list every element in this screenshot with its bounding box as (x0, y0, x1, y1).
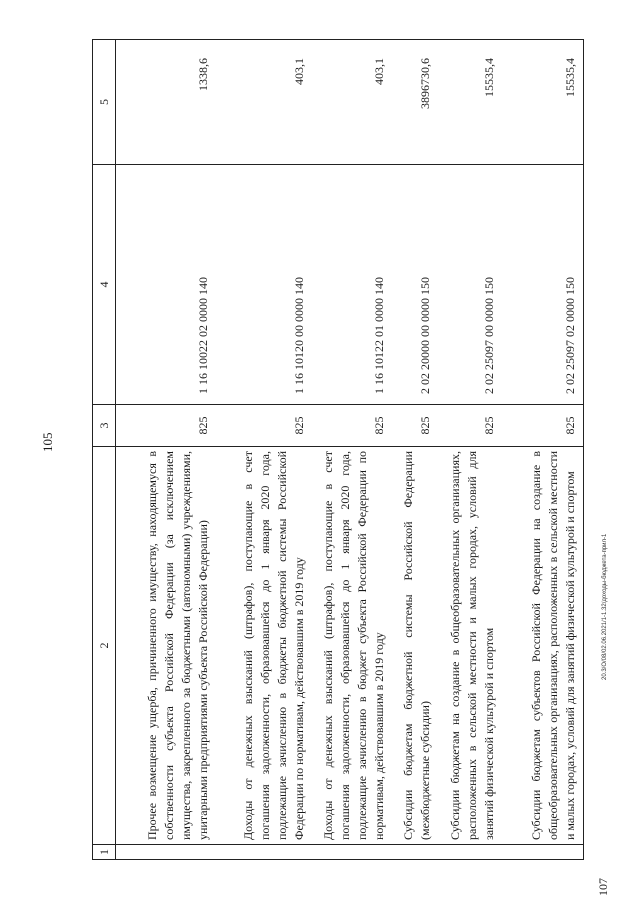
table-row (312, 40, 392, 860)
row-kbk-code: 1 16 10022 02 0000 140 (116, 165, 216, 405)
row-amount: 403,1 (216, 40, 312, 165)
row-amount: 3896730,6 (392, 40, 438, 165)
row-amount: 403,1 (312, 40, 392, 165)
row-kbk-code: 2 02 20000 00 0000 150 (392, 165, 438, 405)
budget-income-table (92, 39, 584, 860)
row-number-cell (216, 845, 312, 860)
row-description: Доходы от денежных взысканий (штрафов), поступающие в счет погашения задолженности, образовавшейся до 1 января 2020 года, подлежащие зачислению в бюджеты бюджетной системы Российской Федерации по нормативам, действовавшим в 2019 году (216, 447, 312, 845)
table-row (502, 40, 584, 860)
page-number-corner: 107 (596, 878, 610, 896)
header-col-4: 4 (93, 165, 116, 405)
row-admin-code: 825 (502, 405, 584, 447)
row-description: Субсидии бюджетам бюджетной системы Российской Федерации (межбюджетные субсидии) (392, 447, 438, 845)
row-description: Доходы от денежных взысканий (штрафов), поступающие в счет погашения задолженности, образовавшейся до 1 января 2020 года, подлежащие зачислению в бюджет субъекта Российской Федерации по нормативам, действовавшим в 2019 году (312, 447, 392, 845)
header-col-2: 2 (93, 447, 116, 845)
row-description: Субсидии бюджетам на создание в общеобразовательных организациях, расположенных в сельской местности и малых городах, условий для занятий физической культурой и спортом (438, 447, 502, 845)
row-amount: 15535,4 (438, 40, 502, 165)
row-amount: 1338,6 (116, 40, 216, 165)
table-row (116, 40, 216, 860)
file-code-footer: 20.3/О/08/02.06.2021/1-1.32/доходы-бюджета-прил-1 (602, 533, 608, 680)
row-number-cell (392, 845, 438, 860)
row-number-cell (116, 845, 216, 860)
header-col-3: 3 (93, 405, 116, 447)
row-admin-code: 825 (216, 405, 312, 447)
row-kbk-code: 2 02 25097 02 0000 150 (502, 165, 584, 405)
row-admin-code: 825 (116, 405, 216, 447)
table-row (392, 40, 438, 860)
table-header-row (93, 40, 116, 860)
row-kbk-code: 2 02 25097 00 0000 150 (438, 165, 502, 405)
row-number-cell (312, 845, 392, 860)
row-description: Прочее возмещение ущерба, причиненного имуществу, находящемуся в собственности субъекта Российской Федерации (за исключением имущества, закрепленного за бюджетными (автономными) учреждениями, унитарными предприятиями субъекта Российской Федерации) (116, 447, 216, 845)
row-admin-code: 825 (392, 405, 438, 447)
table-row (438, 40, 502, 860)
row-number-cell (502, 845, 584, 860)
row-kbk-code: 1 16 10120 00 0000 140 (216, 165, 312, 405)
table-row (216, 40, 312, 860)
header-col-1: 1 (93, 845, 116, 860)
header-col-5: 5 (93, 40, 116, 165)
row-amount: 15535,4 (502, 40, 584, 165)
page-number-top: 105 (40, 432, 55, 452)
budget-table-container (92, 40, 587, 860)
row-admin-code: 825 (312, 405, 392, 447)
row-description: Субсидии бюджетам субъектов Российской Федерации на создание в общеобразовательных организациях, расположенных в сельской местности и малых городах, условий для занятий физической культурой и спортом (502, 447, 584, 845)
row-kbk-code: 1 16 10122 01 0000 140 (312, 165, 392, 405)
row-number-cell (438, 845, 502, 860)
row-admin-code: 825 (438, 405, 502, 447)
